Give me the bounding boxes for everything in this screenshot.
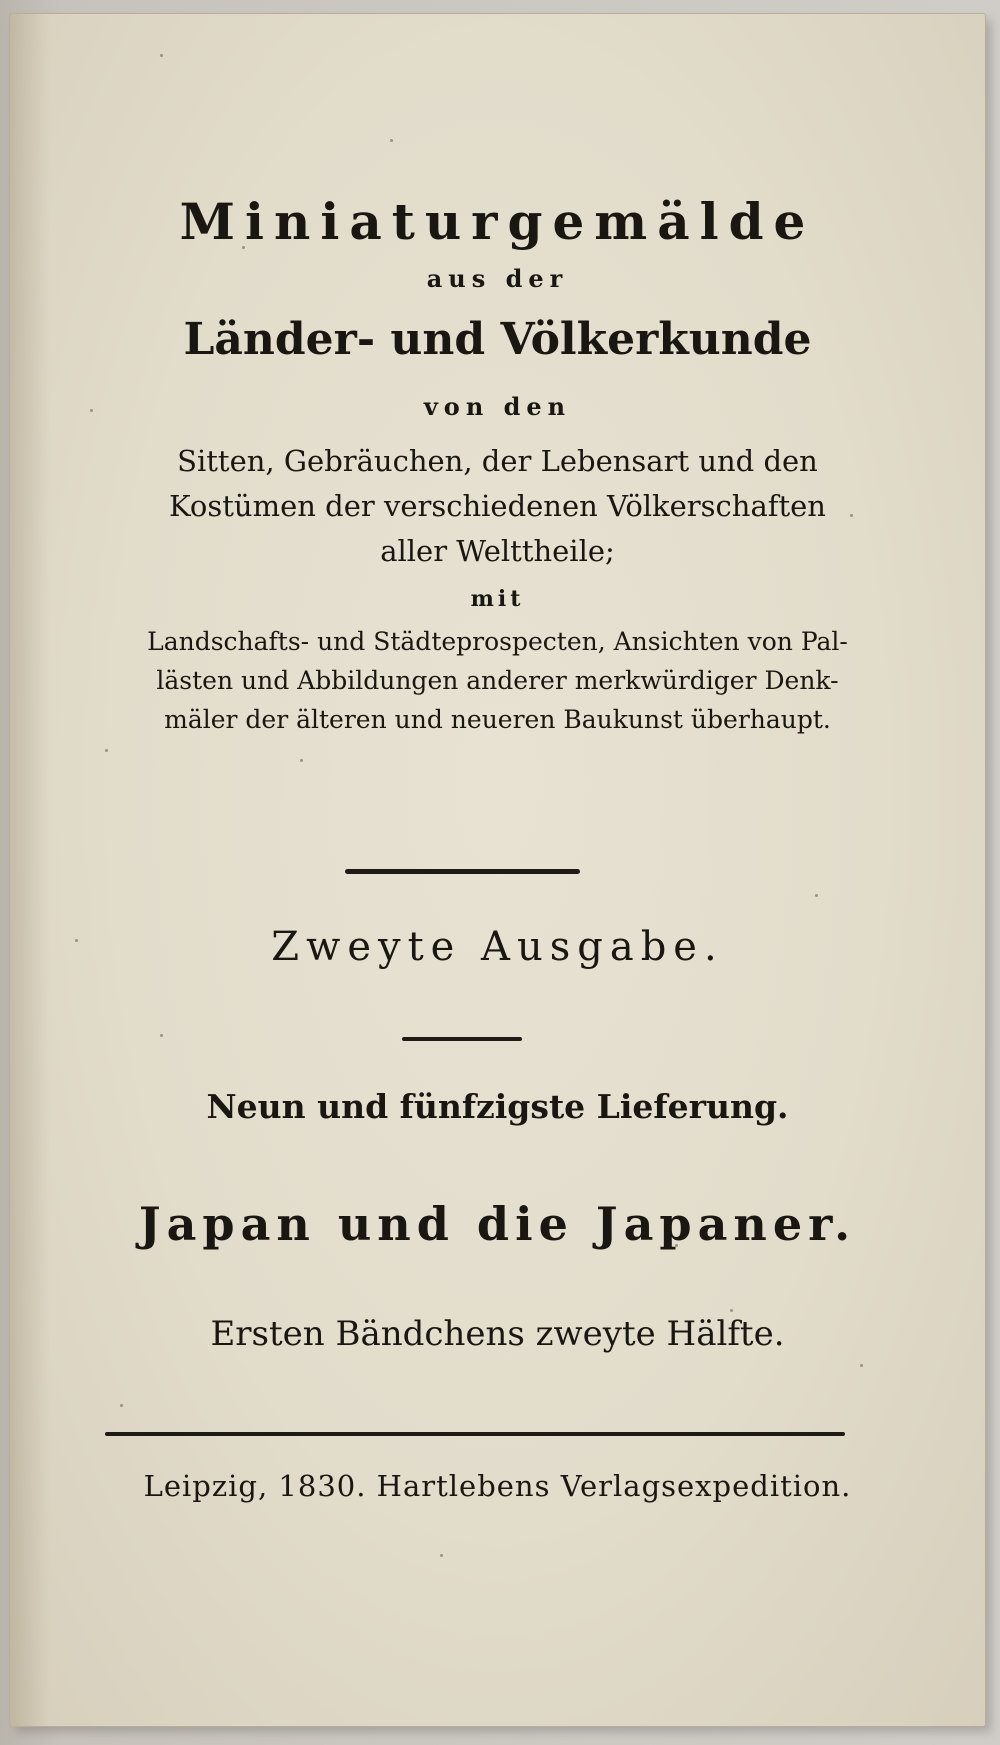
issue-line: Neun und fünfzigste Lieferung. (206, 1087, 789, 1126)
divider-rule-3 (105, 1432, 845, 1436)
supplement-line-3: mäler der älteren und neueren Baukunst überhaupt. (164, 705, 831, 734)
description-line-2: Kostümen der verschiedenen Völkerschaften (169, 489, 826, 523)
imprint-line: Leipzig, 1830. Hartlebens Verlagsexpedition. (143, 1469, 852, 1503)
description-line-1: Sitten, Gebräuchen, der Lebensart und den (177, 444, 818, 478)
volume-line: Ersten Bändchens zweyte Hälfte. (210, 1314, 785, 1354)
connector-mit: mit (470, 586, 525, 612)
edition-line: Zweyte Ausgabe. (271, 924, 724, 970)
main-title: Miniaturgemälde (179, 192, 816, 251)
divider-rule-2 (402, 1037, 522, 1041)
divider-rule-1 (345, 869, 580, 874)
supplement-line-1: Landschafts- und Städteprospecten, Ansichten von Pal- (147, 627, 848, 656)
supplement-line-2: lästen und Abbildungen anderer merkwürdiger Denk- (156, 666, 839, 695)
topic-title: Japan und die Japaner. (138, 1197, 857, 1251)
subtitle: Länder- und Völkerkunde (183, 314, 812, 365)
title-page (10, 14, 985, 1726)
subtitle-connector-aus-der: aus der (426, 264, 569, 293)
description-line-3: aller Welttheile; (380, 534, 615, 568)
connector-von-den: von den (423, 392, 572, 421)
